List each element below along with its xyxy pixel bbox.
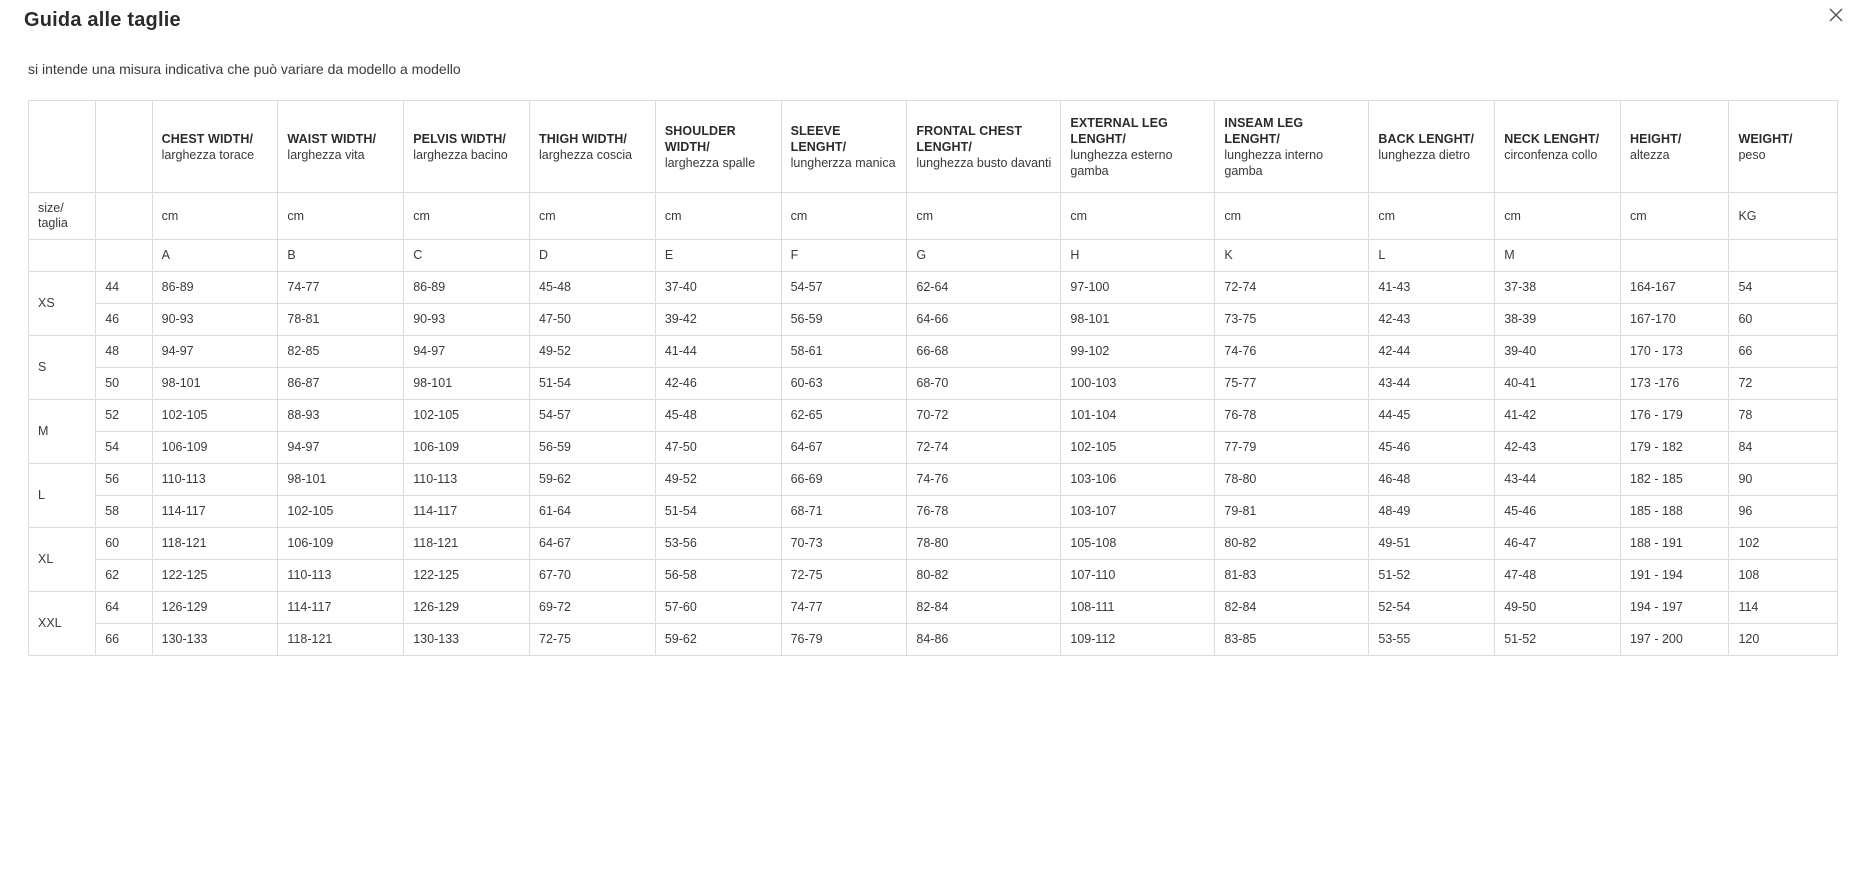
cell-neck-lenght: 40-41 xyxy=(1495,368,1621,400)
header-strong: NECK LENGHT/ xyxy=(1504,131,1600,146)
cell-thigh-width: 54-57 xyxy=(530,400,656,432)
header-cell-thigh-width xyxy=(530,101,656,193)
cell-frontal-chest-lenght: 70-72 xyxy=(907,400,1061,432)
cell-height: 170 - 173 xyxy=(1621,336,1729,368)
table-row xyxy=(29,496,1838,528)
cell-sleeve-lenght: 54-57 xyxy=(781,272,907,304)
size-group-label: XS xyxy=(29,272,96,336)
unit-cell-3: cm xyxy=(278,193,404,240)
header-light: larghezza coscia xyxy=(539,147,633,162)
cell-inseam-leg-lenght: 82-84 xyxy=(1215,592,1369,624)
letter-cell-6: E xyxy=(655,240,781,272)
unit-cell-5: cm xyxy=(530,193,656,240)
cell-frontal-chest-lenght: 78-80 xyxy=(907,528,1061,560)
cell-thigh-width: 59-62 xyxy=(530,464,656,496)
cell-inseam-leg-lenght: 80-82 xyxy=(1215,528,1369,560)
cell-thigh-width: 49-52 xyxy=(530,336,656,368)
cell-height: 176 - 179 xyxy=(1621,400,1729,432)
cell-inseam-leg-lenght: 78-80 xyxy=(1215,464,1369,496)
cell-inseam-leg-lenght: 79-81 xyxy=(1215,496,1369,528)
cell-thigh-width: 56-59 xyxy=(530,432,656,464)
numeric-size: 52 xyxy=(96,400,152,432)
unit-cell-4: cm xyxy=(404,193,530,240)
header-strong: SHOULDER WIDTH/ xyxy=(664,123,736,154)
cell-thigh-width: 67-70 xyxy=(530,560,656,592)
close-icon[interactable] xyxy=(1825,6,1847,28)
cell-shoulder-width: 45-48 xyxy=(655,400,781,432)
cell-pelvis-width: 90-93 xyxy=(404,304,530,336)
header-cell-external-leg-lenght xyxy=(1061,101,1215,193)
cell-waist-width: 118-121 xyxy=(278,624,404,656)
cell-frontal-chest-lenght: 64-66 xyxy=(907,304,1061,336)
cell-sleeve-lenght: 60-63 xyxy=(781,368,907,400)
cell-pelvis-width: 118-121 xyxy=(404,528,530,560)
cell-pelvis-width: 102-105 xyxy=(404,400,530,432)
cell-weight: 102 xyxy=(1729,528,1838,560)
cell-height: 194 - 197 xyxy=(1621,592,1729,624)
cell-chest-width: 126-129 xyxy=(152,592,278,624)
cell-frontal-chest-lenght: 62-64 xyxy=(907,272,1061,304)
size-group-label: XL xyxy=(29,528,96,592)
cell-waist-width: 86-87 xyxy=(278,368,404,400)
numeric-size: 54 xyxy=(96,432,152,464)
letter-cell-9: H xyxy=(1061,240,1215,272)
table-header xyxy=(29,101,1838,193)
header-cell-back-lenght xyxy=(1369,101,1495,193)
cell-back-lenght: 46-48 xyxy=(1369,464,1495,496)
cell-external-leg-lenght: 99-102 xyxy=(1061,336,1215,368)
cell-back-lenght: 42-44 xyxy=(1369,336,1495,368)
letter-cell-3: B xyxy=(278,240,404,272)
cell-pelvis-width: 130-133 xyxy=(404,624,530,656)
cell-shoulder-width: 39-42 xyxy=(655,304,781,336)
cell-sleeve-lenght: 70-73 xyxy=(781,528,907,560)
cell-chest-width: 86-89 xyxy=(152,272,278,304)
letter-cell-2: A xyxy=(152,240,278,272)
table-row xyxy=(29,304,1838,336)
numeric-size: 56 xyxy=(96,464,152,496)
cell-sleeve-lenght: 58-61 xyxy=(781,336,907,368)
cell-shoulder-width: 56-58 xyxy=(655,560,781,592)
letter-cell-7: F xyxy=(781,240,907,272)
letter-cell-14 xyxy=(1729,240,1838,272)
size-group-label: S xyxy=(29,336,96,400)
cell-weight: 66 xyxy=(1729,336,1838,368)
cell-thigh-width: 69-72 xyxy=(530,592,656,624)
cell-height: 185 - 188 xyxy=(1621,496,1729,528)
cell-waist-width: 98-101 xyxy=(278,464,404,496)
unit-cell-2: cm xyxy=(152,193,278,240)
cell-external-leg-lenght: 103-107 xyxy=(1061,496,1215,528)
cell-inseam-leg-lenght: 76-78 xyxy=(1215,400,1369,432)
header-light: larghezza torace xyxy=(161,147,255,162)
cell-shoulder-width: 49-52 xyxy=(655,464,781,496)
cell-sleeve-lenght: 64-67 xyxy=(781,432,907,464)
cell-thigh-width: 45-48 xyxy=(530,272,656,304)
unit-cell-11: cm xyxy=(1369,193,1495,240)
cell-back-lenght: 53-55 xyxy=(1369,624,1495,656)
table-body xyxy=(29,193,1838,656)
header-cell-waist-width xyxy=(278,101,404,193)
header-row xyxy=(29,101,1838,193)
header-light: altezza xyxy=(1630,147,1670,162)
cell-inseam-leg-lenght: 81-83 xyxy=(1215,560,1369,592)
cell-shoulder-width: 41-44 xyxy=(655,336,781,368)
header-strong: FRONTAL CHEST LENGHT/ xyxy=(916,123,1023,154)
cell-external-leg-lenght: 100-103 xyxy=(1061,368,1215,400)
cell-inseam-leg-lenght: 77-79 xyxy=(1215,432,1369,464)
cell-chest-width: 118-121 xyxy=(152,528,278,560)
cell-inseam-leg-lenght: 72-74 xyxy=(1215,272,1369,304)
cell-shoulder-width: 51-54 xyxy=(655,496,781,528)
letter-cell-12: M xyxy=(1495,240,1621,272)
cell-back-lenght: 52-54 xyxy=(1369,592,1495,624)
header-strong: INSEAM LEG LENGHT/ xyxy=(1224,115,1304,146)
header-light: lunghezza interno gamba xyxy=(1224,147,1324,178)
cell-back-lenght: 41-43 xyxy=(1369,272,1495,304)
cell-external-leg-lenght: 103-106 xyxy=(1061,464,1215,496)
cell-neck-lenght: 45-46 xyxy=(1495,496,1621,528)
unit-cell-7: cm xyxy=(781,193,907,240)
header-cell-frontal-chest-lenght xyxy=(907,101,1061,193)
cell-chest-width: 94-97 xyxy=(152,336,278,368)
table-row xyxy=(29,464,1838,496)
cell-thigh-width: 51-54 xyxy=(530,368,656,400)
unit-cell-6: cm xyxy=(655,193,781,240)
unit-cell-14: KG xyxy=(1729,193,1838,240)
header-cell-inseam-leg-lenght xyxy=(1215,101,1369,193)
cell-sleeve-lenght: 66-69 xyxy=(781,464,907,496)
unit-row xyxy=(29,193,1838,240)
cell-neck-lenght: 41-42 xyxy=(1495,400,1621,432)
table-row xyxy=(29,592,1838,624)
header-light: lunghezza esterno gamba xyxy=(1070,147,1173,178)
cell-height: 188 - 191 xyxy=(1621,528,1729,560)
letter-cell-8: G xyxy=(907,240,1061,272)
cell-inseam-leg-lenght: 74-76 xyxy=(1215,336,1369,368)
cell-pelvis-width: 98-101 xyxy=(404,368,530,400)
cell-sleeve-lenght: 76-79 xyxy=(781,624,907,656)
letter-cell-4: C xyxy=(404,240,530,272)
table-row xyxy=(29,400,1838,432)
header-light: lunghezza busto davanti xyxy=(916,155,1052,170)
header-cell-empty-1 xyxy=(29,101,96,193)
cell-weight: 54 xyxy=(1729,272,1838,304)
header-light: peso xyxy=(1738,147,1766,162)
letter-cell-13 xyxy=(1621,240,1729,272)
cell-height: 164-167 xyxy=(1621,272,1729,304)
size-table xyxy=(28,100,1838,656)
cell-height: 191 - 194 xyxy=(1621,560,1729,592)
header-cell-chest-width xyxy=(152,101,278,193)
numeric-size: 50 xyxy=(96,368,152,400)
cell-weight: 120 xyxy=(1729,624,1838,656)
cell-sleeve-lenght: 68-71 xyxy=(781,496,907,528)
page-subtitle: si intende una misura indicativa che può variare da modello a modello xyxy=(28,61,461,77)
cell-frontal-chest-lenght: 80-82 xyxy=(907,560,1061,592)
header-light: larghezza vita xyxy=(287,147,365,162)
table-row xyxy=(29,624,1838,656)
header-strong: PELVIS WIDTH/ xyxy=(413,131,506,146)
numeric-size: 48 xyxy=(96,336,152,368)
cell-back-lenght: 43-44 xyxy=(1369,368,1495,400)
header-light: lungherzza manica xyxy=(790,155,896,170)
cell-shoulder-width: 37-40 xyxy=(655,272,781,304)
page-title: Guida alle taglie xyxy=(24,9,181,31)
header-light: larghezza bacino xyxy=(413,147,508,162)
cell-neck-lenght: 37-38 xyxy=(1495,272,1621,304)
cell-weight: 60 xyxy=(1729,304,1838,336)
header-strong: THIGH WIDTH/ xyxy=(539,131,628,146)
cell-external-leg-lenght: 101-104 xyxy=(1061,400,1215,432)
cell-frontal-chest-lenght: 76-78 xyxy=(907,496,1061,528)
cell-frontal-chest-lenght: 72-74 xyxy=(907,432,1061,464)
cell-thigh-width: 72-75 xyxy=(530,624,656,656)
cell-frontal-chest-lenght: 82-84 xyxy=(907,592,1061,624)
size-group-label: L xyxy=(29,464,96,528)
cell-back-lenght: 51-52 xyxy=(1369,560,1495,592)
cell-neck-lenght: 42-43 xyxy=(1495,432,1621,464)
header-cell-sleeve-lenght xyxy=(781,101,907,193)
cell-neck-lenght: 49-50 xyxy=(1495,592,1621,624)
header-strong: WEIGHT/ xyxy=(1738,131,1793,146)
cell-chest-width: 114-117 xyxy=(152,496,278,528)
size-table-container xyxy=(0,78,1861,656)
cell-height: 182 - 185 xyxy=(1621,464,1729,496)
cell-weight: 108 xyxy=(1729,560,1838,592)
cell-external-leg-lenght: 97-100 xyxy=(1061,272,1215,304)
cell-chest-width: 98-101 xyxy=(152,368,278,400)
table-row xyxy=(29,528,1838,560)
cell-frontal-chest-lenght: 74-76 xyxy=(907,464,1061,496)
header-strong: HEIGHT/ xyxy=(1630,131,1682,146)
cell-waist-width: 102-105 xyxy=(278,496,404,528)
header-cell-height xyxy=(1621,101,1729,193)
table-row xyxy=(29,272,1838,304)
cell-thigh-width: 47-50 xyxy=(530,304,656,336)
letter-cell-5: D xyxy=(530,240,656,272)
letter-cell-0 xyxy=(29,240,96,272)
cell-external-leg-lenght: 105-108 xyxy=(1061,528,1215,560)
cell-back-lenght: 42-43 xyxy=(1369,304,1495,336)
cell-inseam-leg-lenght: 73-75 xyxy=(1215,304,1369,336)
header-cell-shoulder-width xyxy=(655,101,781,193)
header-cell-neck-lenght xyxy=(1495,101,1621,193)
numeric-size: 62 xyxy=(96,560,152,592)
letter-cell-11: L xyxy=(1369,240,1495,272)
cell-sleeve-lenght: 72-75 xyxy=(781,560,907,592)
letter-cell-10: K xyxy=(1215,240,1369,272)
cell-waist-width: 78-81 xyxy=(278,304,404,336)
cell-waist-width: 82-85 xyxy=(278,336,404,368)
header-light: lunghezza dietro xyxy=(1378,147,1471,162)
cell-chest-width: 102-105 xyxy=(152,400,278,432)
cell-waist-width: 88-93 xyxy=(278,400,404,432)
cell-shoulder-width: 42-46 xyxy=(655,368,781,400)
cell-sleeve-lenght: 56-59 xyxy=(781,304,907,336)
cell-external-leg-lenght: 107-110 xyxy=(1061,560,1215,592)
cell-shoulder-width: 57-60 xyxy=(655,592,781,624)
unit-cell-10: cm xyxy=(1215,193,1369,240)
cell-neck-lenght: 39-40 xyxy=(1495,336,1621,368)
cell-waist-width: 114-117 xyxy=(278,592,404,624)
header-strong: EXTERNAL LEG LENGHT/ xyxy=(1070,115,1168,146)
header-strong: WAIST WIDTH/ xyxy=(287,131,377,146)
cell-external-leg-lenght: 98-101 xyxy=(1061,304,1215,336)
size-group-label: XXL xyxy=(29,592,96,656)
cell-height: 173 -176 xyxy=(1621,368,1729,400)
header-cell-weight xyxy=(1729,101,1838,193)
header-strong: CHEST WIDTH/ xyxy=(161,131,254,146)
cell-chest-width: 130-133 xyxy=(152,624,278,656)
unit-cell-1 xyxy=(96,193,152,240)
unit-cell-13: cm xyxy=(1621,193,1729,240)
cell-pelvis-width: 122-125 xyxy=(404,560,530,592)
cell-waist-width: 94-97 xyxy=(278,432,404,464)
cell-thigh-width: 61-64 xyxy=(530,496,656,528)
cell-chest-width: 122-125 xyxy=(152,560,278,592)
table-row xyxy=(29,432,1838,464)
cell-chest-width: 106-109 xyxy=(152,432,278,464)
cell-neck-lenght: 43-44 xyxy=(1495,464,1621,496)
header-cell-empty-2 xyxy=(96,101,152,193)
cell-weight: 114 xyxy=(1729,592,1838,624)
header-light: larghezza spalle xyxy=(664,155,756,170)
unit-cell-12: cm xyxy=(1495,193,1621,240)
cell-weight: 96 xyxy=(1729,496,1838,528)
cell-neck-lenght: 38-39 xyxy=(1495,304,1621,336)
cell-neck-lenght: 46-47 xyxy=(1495,528,1621,560)
cell-height: 179 - 182 xyxy=(1621,432,1729,464)
cell-chest-width: 110-113 xyxy=(152,464,278,496)
cell-chest-width: 90-93 xyxy=(152,304,278,336)
header-light: circonfenza collo xyxy=(1504,147,1598,162)
table-row xyxy=(29,560,1838,592)
cell-waist-width: 74-77 xyxy=(278,272,404,304)
size-group-label: M xyxy=(29,400,96,464)
cell-waist-width: 110-113 xyxy=(278,560,404,592)
cell-back-lenght: 45-46 xyxy=(1369,432,1495,464)
cell-frontal-chest-lenght: 66-68 xyxy=(907,336,1061,368)
cell-inseam-leg-lenght: 75-77 xyxy=(1215,368,1369,400)
numeric-size: 46 xyxy=(96,304,152,336)
cell-back-lenght: 49-51 xyxy=(1369,528,1495,560)
numeric-size: 60 xyxy=(96,528,152,560)
unit-cell-8: cm xyxy=(907,193,1061,240)
unit-cell-size-label: size/ taglia xyxy=(29,193,96,240)
numeric-size: 66 xyxy=(96,624,152,656)
numeric-size: 44 xyxy=(96,272,152,304)
numeric-size: 58 xyxy=(96,496,152,528)
cell-pelvis-width: 110-113 xyxy=(404,464,530,496)
cell-height: 197 - 200 xyxy=(1621,624,1729,656)
cell-weight: 90 xyxy=(1729,464,1838,496)
letter-row xyxy=(29,240,1838,272)
cell-pelvis-width: 86-89 xyxy=(404,272,530,304)
cell-neck-lenght: 47-48 xyxy=(1495,560,1621,592)
cell-pelvis-width: 114-117 xyxy=(404,496,530,528)
table-row xyxy=(29,368,1838,400)
cell-external-leg-lenght: 102-105 xyxy=(1061,432,1215,464)
cell-pelvis-width: 106-109 xyxy=(404,432,530,464)
cell-back-lenght: 48-49 xyxy=(1369,496,1495,528)
cell-external-leg-lenght: 108-111 xyxy=(1061,592,1215,624)
cell-height: 167-170 xyxy=(1621,304,1729,336)
cell-sleeve-lenght: 74-77 xyxy=(781,592,907,624)
cell-neck-lenght: 51-52 xyxy=(1495,624,1621,656)
cell-inseam-leg-lenght: 83-85 xyxy=(1215,624,1369,656)
cell-waist-width: 106-109 xyxy=(278,528,404,560)
cell-frontal-chest-lenght: 84-86 xyxy=(907,624,1061,656)
cell-weight: 84 xyxy=(1729,432,1838,464)
header-strong: SLEEVE LENGHT/ xyxy=(790,123,847,154)
table-row xyxy=(29,336,1838,368)
cell-shoulder-width: 47-50 xyxy=(655,432,781,464)
numeric-size: 64 xyxy=(96,592,152,624)
cell-frontal-chest-lenght: 68-70 xyxy=(907,368,1061,400)
letter-cell-1 xyxy=(96,240,152,272)
header-strong: BACK LENGHT/ xyxy=(1378,131,1475,146)
cell-thigh-width: 64-67 xyxy=(530,528,656,560)
header-cell-pelvis-width xyxy=(404,101,530,193)
cell-pelvis-width: 126-129 xyxy=(404,592,530,624)
cell-back-lenght: 44-45 xyxy=(1369,400,1495,432)
cell-shoulder-width: 53-56 xyxy=(655,528,781,560)
cell-shoulder-width: 59-62 xyxy=(655,624,781,656)
cell-weight: 72 xyxy=(1729,368,1838,400)
cell-external-leg-lenght: 109-112 xyxy=(1061,624,1215,656)
cell-sleeve-lenght: 62-65 xyxy=(781,400,907,432)
unit-cell-9: cm xyxy=(1061,193,1215,240)
cell-weight: 78 xyxy=(1729,400,1838,432)
cell-pelvis-width: 94-97 xyxy=(404,336,530,368)
